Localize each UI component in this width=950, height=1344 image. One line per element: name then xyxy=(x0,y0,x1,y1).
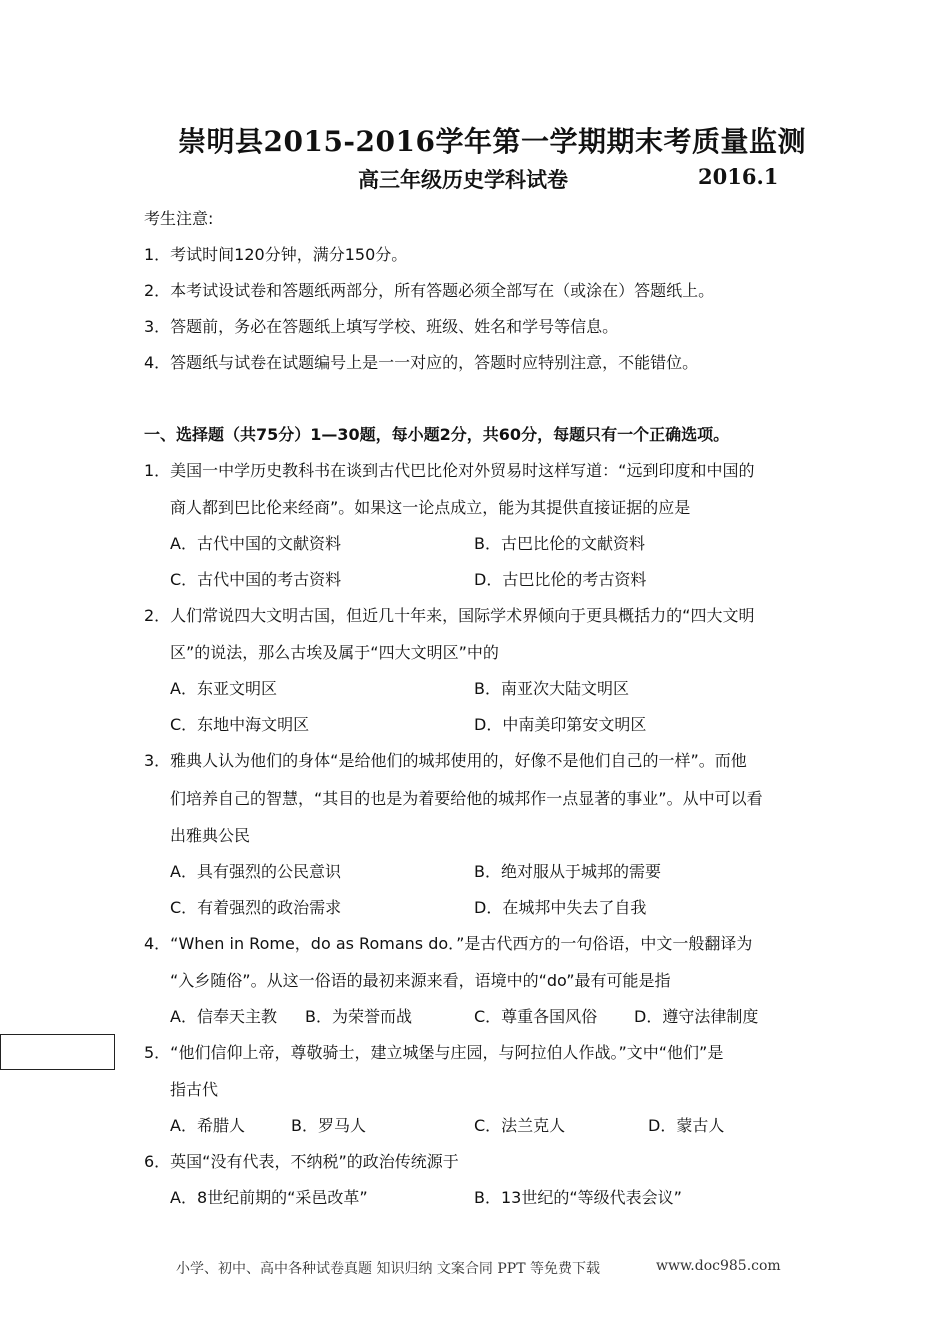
question-4-line: “入乡随俗”。从这一俗语的最初来源来看，语境中的“do”最有可能是指 xyxy=(170,971,671,990)
question-2-option-d: D．中南美印第安文明区 xyxy=(474,715,647,734)
question-2-option-c: C．东地中海文明区 xyxy=(170,715,310,734)
question-6-option-a: A．8世纪前期的“采邑改革” xyxy=(170,1188,368,1207)
question-5-line: 5．“他们信仰上帝，尊敬骑士，建立城堡与庄园，与阿拉伯人作战。”文中“他们”是 xyxy=(144,1043,724,1062)
question-2-option-a: A．东亚文明区 xyxy=(170,679,277,698)
notice-item: 1．考试时间120分钟，满分150分。 xyxy=(144,245,408,264)
question-6-line: 6．英国“没有代表，不纳税”的政治传统源于 xyxy=(144,1152,459,1171)
question-1-option-b: B．古巴比伦的文献资料 xyxy=(474,534,645,553)
question-5-option-c: C．法兰克人 xyxy=(474,1116,566,1135)
notice-item: 3．答题前，务必在答题纸上填写学校、班级、姓名和学号等信息。 xyxy=(144,317,619,336)
question-2-option-b: B．南亚次大陆文明区 xyxy=(474,679,629,698)
question-4-line: 4．“When in Rome，do as Romans do．”是古代西方的一句俗语，中文一般翻译为 xyxy=(144,934,753,953)
question-4-option-b: B．为荣誉而战 xyxy=(305,1007,412,1026)
question-5-option-b: B．罗马人 xyxy=(291,1116,366,1135)
question-1-line: 商人都到巴比伦来经商”。如果这一论点成立，能为其提供直接证据的应是 xyxy=(170,498,691,517)
question-4-option-d: D．遵守法律制度 xyxy=(634,1007,759,1026)
exam-date: 2016.1 xyxy=(698,164,779,189)
question-6-option-b: B．13世纪的“等级代表会议” xyxy=(474,1188,682,1207)
question-3-line: 出雅典公民 xyxy=(170,826,251,845)
question-3-line: 们培养自己的智慧，“其目的也是为着要给他的城邦作一点显著的事业”。从中可以看 xyxy=(170,789,763,808)
question-3-line: 3．雅典人认为他们的身体“是给他们的城邦使用的，好像不是他们自己的一样”。而他 xyxy=(144,751,747,770)
question-1-line: 1．美国一中学历史教科书在谈到古代巴比伦对外贸易时这样写道：“远到印度和中国的 xyxy=(144,461,755,480)
footer-link[interactable]: www.doc985.com xyxy=(656,1258,781,1274)
question-4-option-c: C．尊重各国风俗 xyxy=(474,1007,598,1026)
question-3-option-b: B．绝对服从于城邦的需要 xyxy=(474,862,661,881)
exam-title: 崇明县2015-2016学年第一学期期末考质量监测 xyxy=(178,125,806,158)
question-3-option-d: D．在城邦中失去了自我 xyxy=(474,898,647,917)
notice-heading: 考生注意: xyxy=(144,209,214,228)
question-3-option-a: A．具有强烈的公民意识 xyxy=(170,862,341,881)
side-box xyxy=(0,1034,115,1070)
section-heading: 一、选择题（共75分）1—30题，每小题2分，共60分，每题只有一个正确选项。 xyxy=(144,425,730,444)
question-5-option-a: A．希腊人 xyxy=(170,1116,245,1135)
question-1-option-d: D．古巴比伦的考古资料 xyxy=(474,570,647,589)
notice-item: 2．本考试设试卷和答题纸两部分，所有答题必须全部写在（或涂在）答题纸上。 xyxy=(144,281,715,300)
question-2-line: 2．人们常说四大文明古国，但近几十年来，国际学术界倾向于更具概括力的“四大文明 xyxy=(144,606,755,625)
exam-subtitle: 高三年级历史学科试卷 xyxy=(358,167,568,192)
question-5-line: 指古代 xyxy=(170,1080,219,1099)
footer-text: 小学、初中、高中各种试卷真题 知识归纳 文案合同 PPT 等免费下载 xyxy=(176,1261,600,1277)
question-3-option-c: C．有着强烈的政治需求 xyxy=(170,898,342,917)
question-4-option-a: A．信奉天主教 xyxy=(170,1007,277,1026)
question-2-line: 区”的说法，那么古埃及属于“四大文明区”中的 xyxy=(170,643,499,662)
question-5-option-d: D．蒙古人 xyxy=(648,1116,725,1135)
notice-item: 4．答题纸与试卷在试题编号上是一一对应的，答题时应特别注意，不能错位。 xyxy=(144,353,699,372)
question-1-option-a: A．古代中国的文献资料 xyxy=(170,534,341,553)
question-1-option-c: C．古代中国的考古资料 xyxy=(170,570,342,589)
